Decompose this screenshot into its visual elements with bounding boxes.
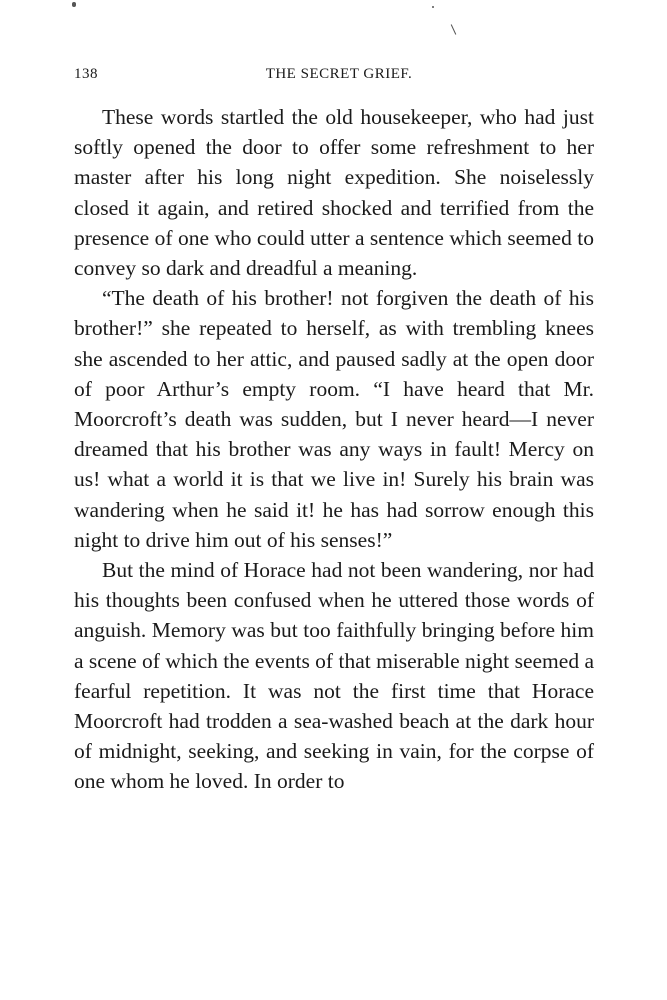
paragraph: These words startled the old housekeeper, who had just softly opened the door to offer some refreshment to her master after his long night expedition. She noiselessly closed it again, and retired shocked and terrified from the presence of one who could utter a sentence which seemed to convey so dark and dreadful a meaning.: [74, 105, 594, 281]
ink-speck: [451, 24, 457, 34]
running-title: THE SECRET GRIEF.: [265, 66, 413, 82]
page-header: [74, 66, 594, 90]
body-text: [74, 102, 594, 797]
paragraph: “The death of his brother! not forgiven the death of his brother!” she repeated to herself, as with trembling knees she ascended to her attic, and paused sadly at the open door of poor Arthur’s empty room. “I have heard that Mr. Moorcroft’s death was sudden, but I never heard—I never dreamed that his brother was any ways in fault! Mercy on us! what a world it is that we live in! Surely his brain was wandering when he said it! he has had sorrow enough this night to drive him out of his senses!”: [74, 286, 594, 552]
paragraph: But the mind of Horace had not been wandering, nor had his thoughts been confused when he uttered those words of anguish. Memory was but too faithfully bringing before him a scene of which the events of that miserable night seemed a fearful repetition. It was not the first time that Horace Moorcroft had trodden a sea-washed beach at the dark hour of midnight, seeking, and seeking in vain, for the corpse of one whom he loved. In order to: [74, 558, 594, 794]
page-number: 138: [74, 66, 98, 82]
ink-speck: [72, 2, 76, 7]
ink-speck: [432, 6, 434, 8]
